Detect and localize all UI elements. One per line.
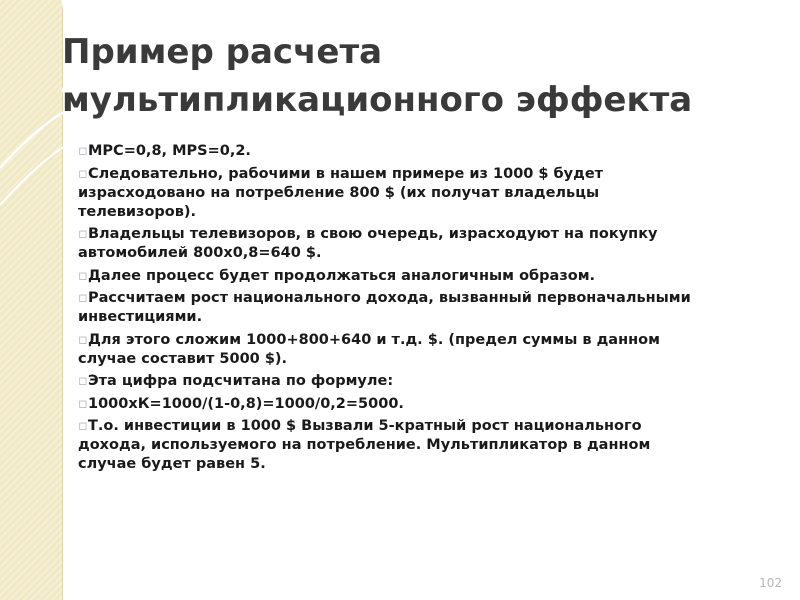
content-list	[78, 142, 700, 478]
bullet-icon: ▫	[78, 143, 88, 159]
list-item	[78, 289, 700, 327]
list-item	[78, 395, 700, 414]
bullet-icon: ▫	[78, 290, 88, 306]
bullet-icon: ▫	[78, 267, 88, 284]
bullet-icon: ▫	[78, 395, 88, 412]
list-item	[78, 372, 700, 391]
list-item-text: Следовательно, рабочими в нашем примере из 1000 $ будет израсходовано на потребление 800 $ (их получат владельцы телевизоров).	[78, 165, 604, 220]
list-item	[78, 225, 700, 263]
list-item	[78, 165, 700, 222]
bullet-icon: ▫	[78, 226, 88, 242]
bullet-icon: ▫	[78, 331, 88, 348]
list-item-text: MPC=0,8, MPS=0,2.	[88, 143, 251, 159]
list-item-text: Эта цифра подсчитана по формуле:	[88, 373, 394, 389]
list-item-text: Для этого сложим 1000+800+640 и т.д. $. (предел суммы в данном случае составит 5000 $).	[78, 331, 660, 367]
list-item-text: 1000хК=1000/(1-0,8)=1000/0,2=5000.	[88, 395, 404, 412]
bullet-icon: ▫	[78, 373, 88, 389]
list-item-text: Владельцы телевизоров, в свою очередь, израсходуют на покупку автомобилей 800х0,8=640 $.	[78, 226, 658, 261]
list-item	[78, 331, 700, 369]
list-item	[78, 142, 700, 161]
list-item	[78, 267, 700, 286]
title-line-1: Пример расчета	[62, 32, 383, 72]
title-line-2: мультипликационного эффекта	[62, 80, 693, 120]
list-item	[78, 417, 700, 474]
bullet-icon: ▫	[78, 165, 88, 182]
page-title	[62, 28, 762, 124]
list-item-text: Далее процесс будет продолжаться аналогичным образом.	[88, 267, 596, 284]
list-item-text: Т.о. инвестиции в 1000 $ Вызвали 5-кратный рост национального дохода, используемого на потребление. Мультипликатор в данном случае будет равен 5.	[78, 418, 651, 472]
page-number: 102	[759, 576, 782, 590]
bullet-icon: ▫	[78, 418, 88, 434]
list-item-text: Рассчитаем рост национального дохода, вызванный первоначальными инвестициями.	[78, 290, 691, 325]
